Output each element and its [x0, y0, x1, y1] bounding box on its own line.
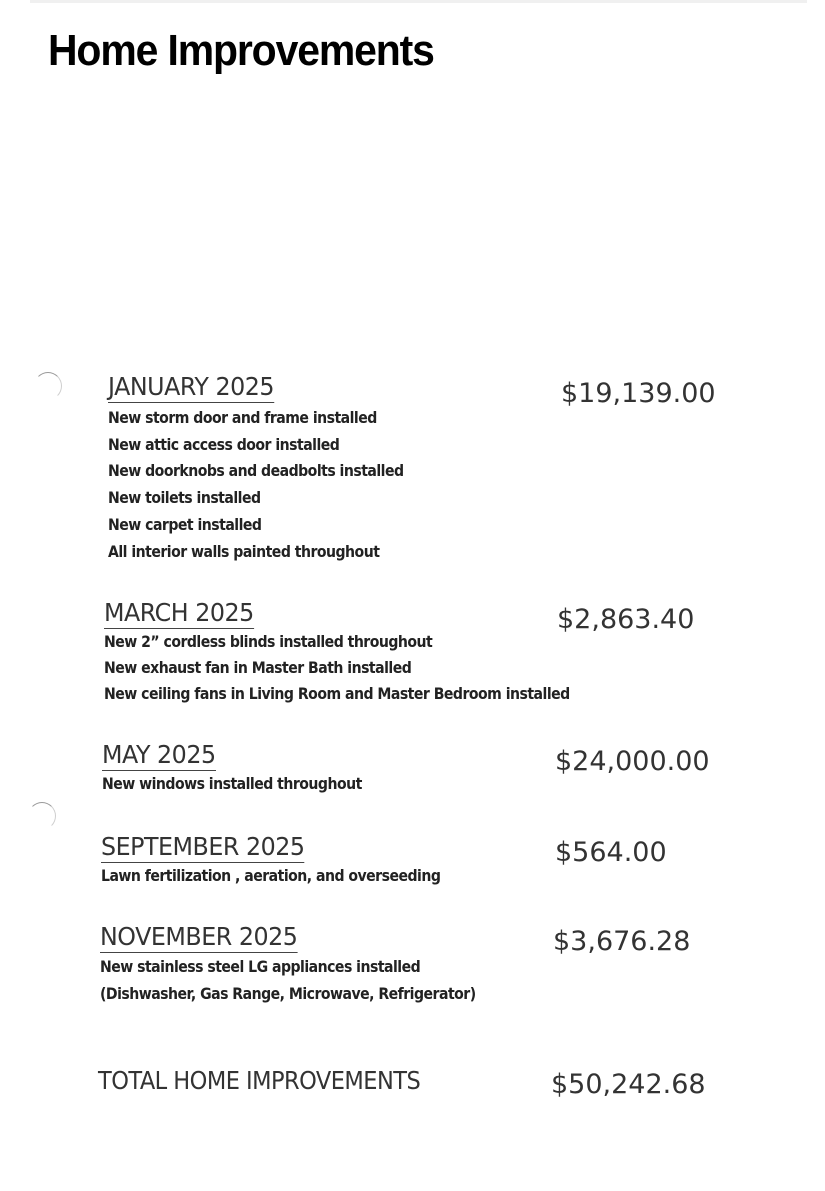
- punch-hole-mark: [34, 372, 62, 400]
- section-amount: $19,139.00: [561, 378, 716, 409]
- section-november: [100, 922, 527, 1007]
- item-list: [104, 629, 633, 707]
- section-amount: $24,000.00: [555, 746, 710, 777]
- section-january: [108, 372, 444, 565]
- list-item: All interior walls painted throughout: [108, 541, 380, 561]
- list-item: New 2” cordless blinds installed throughout: [104, 632, 433, 651]
- page-top-edge: [30, 0, 807, 3]
- section-september: [101, 832, 487, 890]
- list-item: New windows installed throughout: [102, 774, 362, 793]
- section-amount: $564.00: [555, 837, 667, 868]
- item-list: [100, 954, 527, 1007]
- list-item: New attic access door installed: [108, 434, 340, 454]
- section-month: JANUARY 2025: [108, 372, 275, 401]
- section-may: [102, 740, 397, 798]
- list-item: New carpet installed: [108, 514, 262, 534]
- total-amount: $50,242.68: [551, 1069, 706, 1100]
- list-item: (Dishwasher, Gas Range, Microwave, Refrigerator): [100, 983, 476, 1003]
- section-amount: $2,863.40: [557, 604, 695, 635]
- section-march: [104, 598, 633, 707]
- list-item: New stainless steel LG appliances installed: [100, 957, 421, 976]
- list-item: New exhaust fan in Master Bath installed: [104, 658, 412, 677]
- list-item: New storm door and frame installed: [108, 408, 377, 427]
- list-item: New ceiling fans in Living Room and Master Bedroom installed: [104, 684, 570, 703]
- punch-hole-mark: [28, 802, 56, 830]
- item-list: [102, 771, 397, 798]
- item-list: [108, 405, 444, 565]
- list-item: New doorknobs and deadbolts installed: [108, 461, 404, 481]
- section-month: NOVEMBER 2025: [100, 922, 298, 951]
- item-list: [101, 863, 487, 890]
- section-month: SEPTEMBER 2025: [101, 832, 305, 861]
- list-item: Lawn fertilization , aeration, and overseeding: [101, 866, 441, 885]
- section-month: MAY 2025: [102, 740, 216, 769]
- section-amount: $3,676.28: [553, 926, 691, 957]
- list-item: New toilets installed: [108, 488, 261, 508]
- page-title: Home Improvements: [48, 26, 434, 75]
- section-month: MARCH 2025: [104, 598, 254, 627]
- total-label: TOTAL HOME IMPROVEMENTS: [98, 1066, 421, 1095]
